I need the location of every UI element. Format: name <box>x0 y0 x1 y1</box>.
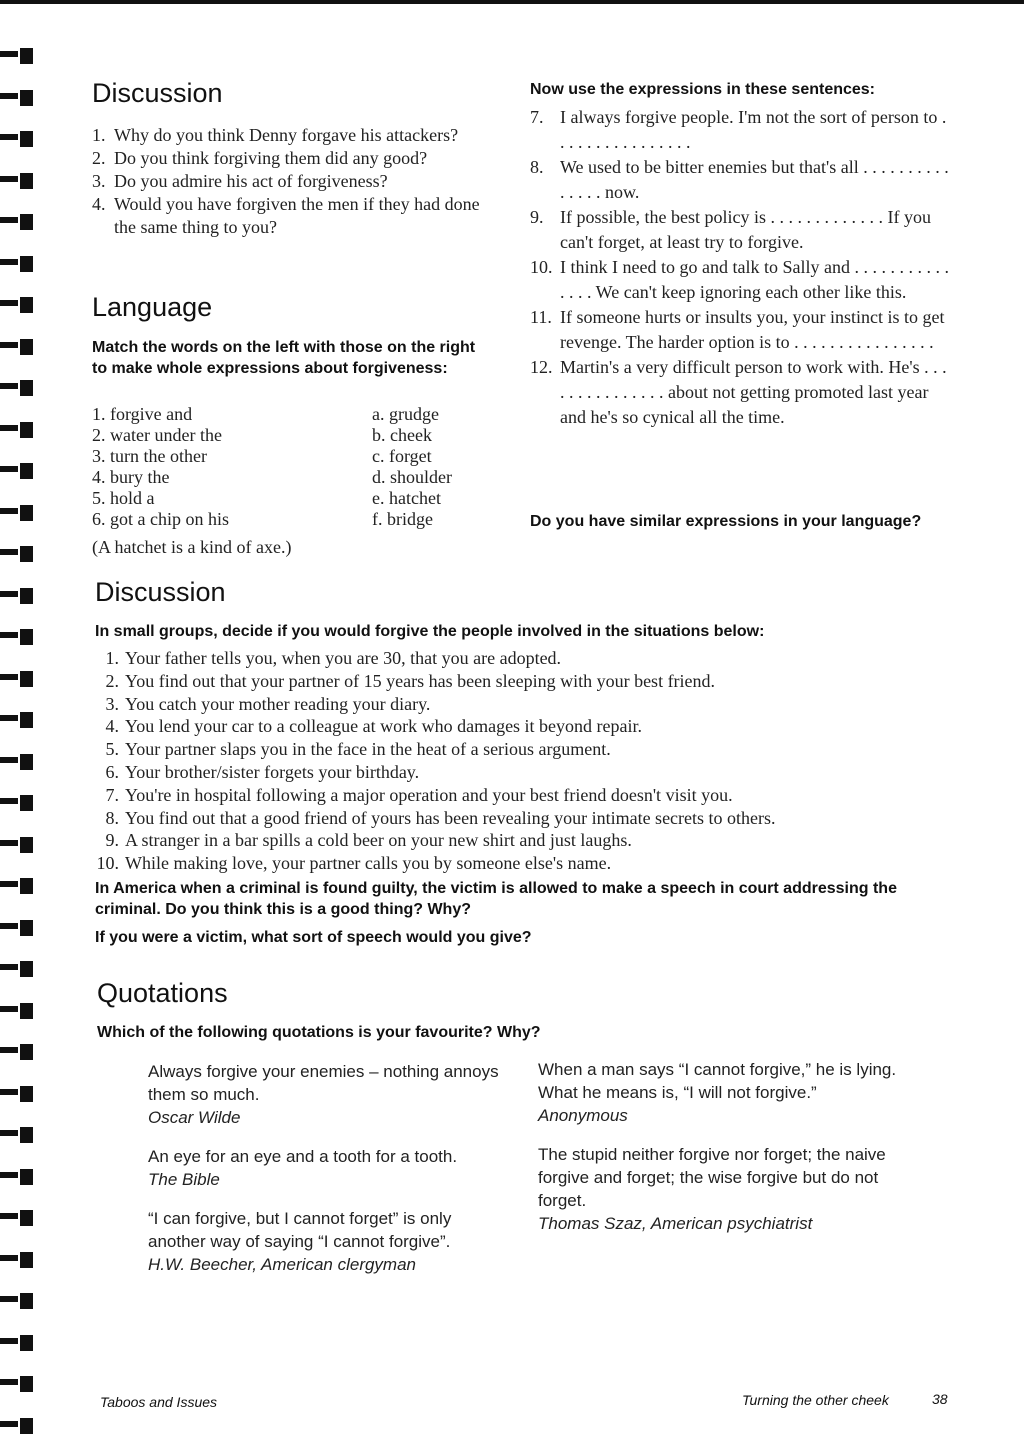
quote-author: The Bible <box>148 1170 220 1189</box>
list-item: 2. Do you think forgiving them did any good? <box>92 148 428 168</box>
quote-text: “I can forgive, but I cannot forget” is only another way of saying “I cannot forgive”. <box>148 1209 452 1251</box>
match-left-item: 2. water under the <box>92 425 222 445</box>
quotations-instruction: Which of the following quotations is your favourite? Why? <box>97 1024 541 1041</box>
discussion-questions <box>92 124 492 239</box>
quote-author: Oscar Wilde <box>148 1108 241 1127</box>
spiral-ring <box>0 1086 34 1103</box>
quote-text: An eye for an eye and a tooth for a tooth. <box>148 1147 458 1166</box>
quote-author: Thomas Szaz, American psychiatrist <box>538 1214 813 1233</box>
quotation <box>148 1207 508 1276</box>
quote-text: The stupid neither forgive nor forget; the naive forgive and forget; the wise forgive but do not forget. <box>538 1145 886 1210</box>
spiral-ring <box>0 256 34 273</box>
spiral-ring <box>0 1210 34 1227</box>
quote-author: H.W. Beecher, American clergyman <box>148 1255 416 1274</box>
match-right-item: f. bridge <box>372 509 433 529</box>
list-item: 10. While making love, your partner calls you by someone else's name. <box>96 853 612 874</box>
hatchet-note: (A hatchet is a kind of axe.) <box>92 537 292 557</box>
spiral-binding <box>0 0 40 1448</box>
spiral-ring <box>0 214 34 231</box>
quotations-right-column <box>538 1058 898 1235</box>
victim-speech-question: If you were a victim, what sort of speech would you give? <box>95 929 532 946</box>
spiral-ring <box>0 422 34 439</box>
spiral-ring <box>0 173 34 190</box>
match-left-item: 1. forgive and <box>92 404 193 424</box>
spiral-ring <box>0 463 34 480</box>
discussion2-instruction: In small groups, decide if you would forgive the people involved in the situations below: <box>95 623 765 640</box>
expressions-sentences <box>530 105 950 430</box>
match-left-item: 3. turn the other <box>92 446 207 466</box>
spiral-ring <box>0 546 34 563</box>
language-instruction: Match the words on the left with those on the right to make whole expressions about forgiveness: <box>92 339 476 377</box>
spiral-ring <box>0 505 34 522</box>
spiral-ring <box>0 1044 34 1061</box>
list-item: 3. Do you admire his act of forgiveness? <box>92 171 388 191</box>
list-item: 8. We used to be bitter enemies but that's all . . . . . . . . . . . . . . . now. <box>530 157 949 202</box>
spiral-ring <box>0 795 34 812</box>
list-item: 1. Your father tells you, when you are 30, that you are adopted. <box>105 648 562 668</box>
match-right-item: c. forget <box>372 446 432 466</box>
quotations-heading: Quotations <box>97 978 228 1008</box>
spiral-ring <box>0 920 34 937</box>
spiral-ring <box>0 712 34 729</box>
situations-list <box>95 647 955 875</box>
spiral-ring <box>0 380 34 397</box>
list-item: 1. Why do you think Denny forgave his attackers? <box>92 125 459 145</box>
footer-book-title: Taboos and Issues <box>100 1394 218 1410</box>
discussion-heading: Discussion <box>92 78 223 108</box>
quote-author: Anonymous <box>538 1106 628 1125</box>
quotations-left-column <box>148 1060 508 1276</box>
list-item: 9. A stranger in a bar spills a cold beer on your new shirt and just laughs. <box>105 830 632 851</box>
list-item: 6. Your brother/sister forgets your birthday. <box>105 761 420 782</box>
spiral-ring <box>0 1003 34 1020</box>
quote-text: When a man says “I cannot forgive,” he is lying. What he means is, “I will not forgive.” <box>538 1060 897 1102</box>
footer-unit-title: Turning the other cheek <box>742 1392 889 1408</box>
match-right-item: b. cheek <box>372 425 432 445</box>
discussion2-heading: Discussion <box>95 577 226 607</box>
spiral-ring <box>0 671 34 688</box>
spiral-ring <box>0 48 34 65</box>
quotation <box>538 1058 898 1127</box>
list-item: 4. Would you have forgiven the men if they had done the same thing to you? <box>92 194 480 237</box>
quote-text: Always forgive your enemies – nothing annoys them so much. <box>148 1062 499 1104</box>
spiral-ring <box>0 961 34 978</box>
spiral-ring <box>0 297 34 314</box>
spiral-ring <box>0 1127 34 1144</box>
match-left-item: 6. got a chip on his <box>92 509 229 529</box>
list-item: 7. You're in hospital following a major operation and your best friend doesn't visit you. <box>105 784 733 805</box>
spiral-ring <box>0 1252 34 1269</box>
quotation <box>538 1143 898 1235</box>
list-item: 3. You catch your mother reading your diary. <box>105 693 431 714</box>
spiral-ring <box>0 1376 34 1393</box>
match-left-item: 4. bury the <box>92 467 170 487</box>
quotation <box>148 1145 508 1191</box>
match-right-column <box>372 404 452 530</box>
list-item: 2. You find out that your partner of 15 years has been sleeping with your best friend. <box>105 670 716 691</box>
page-number: 38 <box>932 1391 948 1407</box>
list-item: 8. You find out that a good friend of yours has been revealing your intimate secrets to others. <box>105 807 776 828</box>
list-item: 10. I think I need to go and talk to Sally and . . . . . . . . . . . . . . . We can't keep ignoring each other like this. <box>530 257 949 302</box>
spiral-ring <box>0 878 34 895</box>
spiral-ring <box>0 629 34 646</box>
list-item: 7. I always forgive people. I'm not the sort of person to . . . . . . . . . . . . . . . . <box>530 107 947 152</box>
match-left-item: 5. hold a <box>92 488 155 508</box>
match-left-column <box>92 404 229 530</box>
list-item: 11. If someone hurts or insults you, your instinct is to get revenge. The harder option is to . . . . . . . . . . . . . . . . <box>530 307 945 352</box>
match-right-item: d. shoulder <box>372 467 452 487</box>
spiral-ring <box>0 588 34 605</box>
spiral-ring <box>0 1293 34 1310</box>
spiral-ring <box>0 1169 34 1186</box>
spiral-ring <box>0 1418 34 1435</box>
match-right-item: a. grudge <box>372 404 439 424</box>
spiral-ring <box>0 90 34 107</box>
list-item: 5. Your partner slaps you in the face in the heat of a serious argument. <box>105 739 611 760</box>
spiral-ring <box>0 339 34 356</box>
spiral-ring <box>0 837 34 854</box>
similar-expressions-question: Do you have similar expressions in your language? <box>530 513 922 530</box>
spiral-ring <box>0 754 34 771</box>
page-top-border <box>0 0 1024 4</box>
list-item: 9. If possible, the best policy is . . . . . . . . . . . . . If you can't forget, at least try to forgive. <box>530 207 931 252</box>
spiral-ring <box>0 1335 34 1352</box>
match-right-item: e. hatchet <box>372 488 441 508</box>
language-heading: Language <box>92 292 213 322</box>
quotation <box>148 1060 508 1129</box>
america-question: In America when a criminal is found guilty, the victim is allowed to make a speech in court addressing the criminal. Do you think this is a good thing? Why? <box>95 880 897 918</box>
spiral-ring <box>0 131 34 148</box>
list-item: 12. Martin's a very difficult person to work with. He's . . . . . . . . . . . . . . . about not getting promoted last year and he's so cynical all the time. <box>530 357 947 427</box>
list-item: 4. You lend your car to a colleague at work who damages it beyond repair. <box>105 716 643 737</box>
expressions-instruction: Now use the expressions in these sentences: <box>530 81 876 98</box>
